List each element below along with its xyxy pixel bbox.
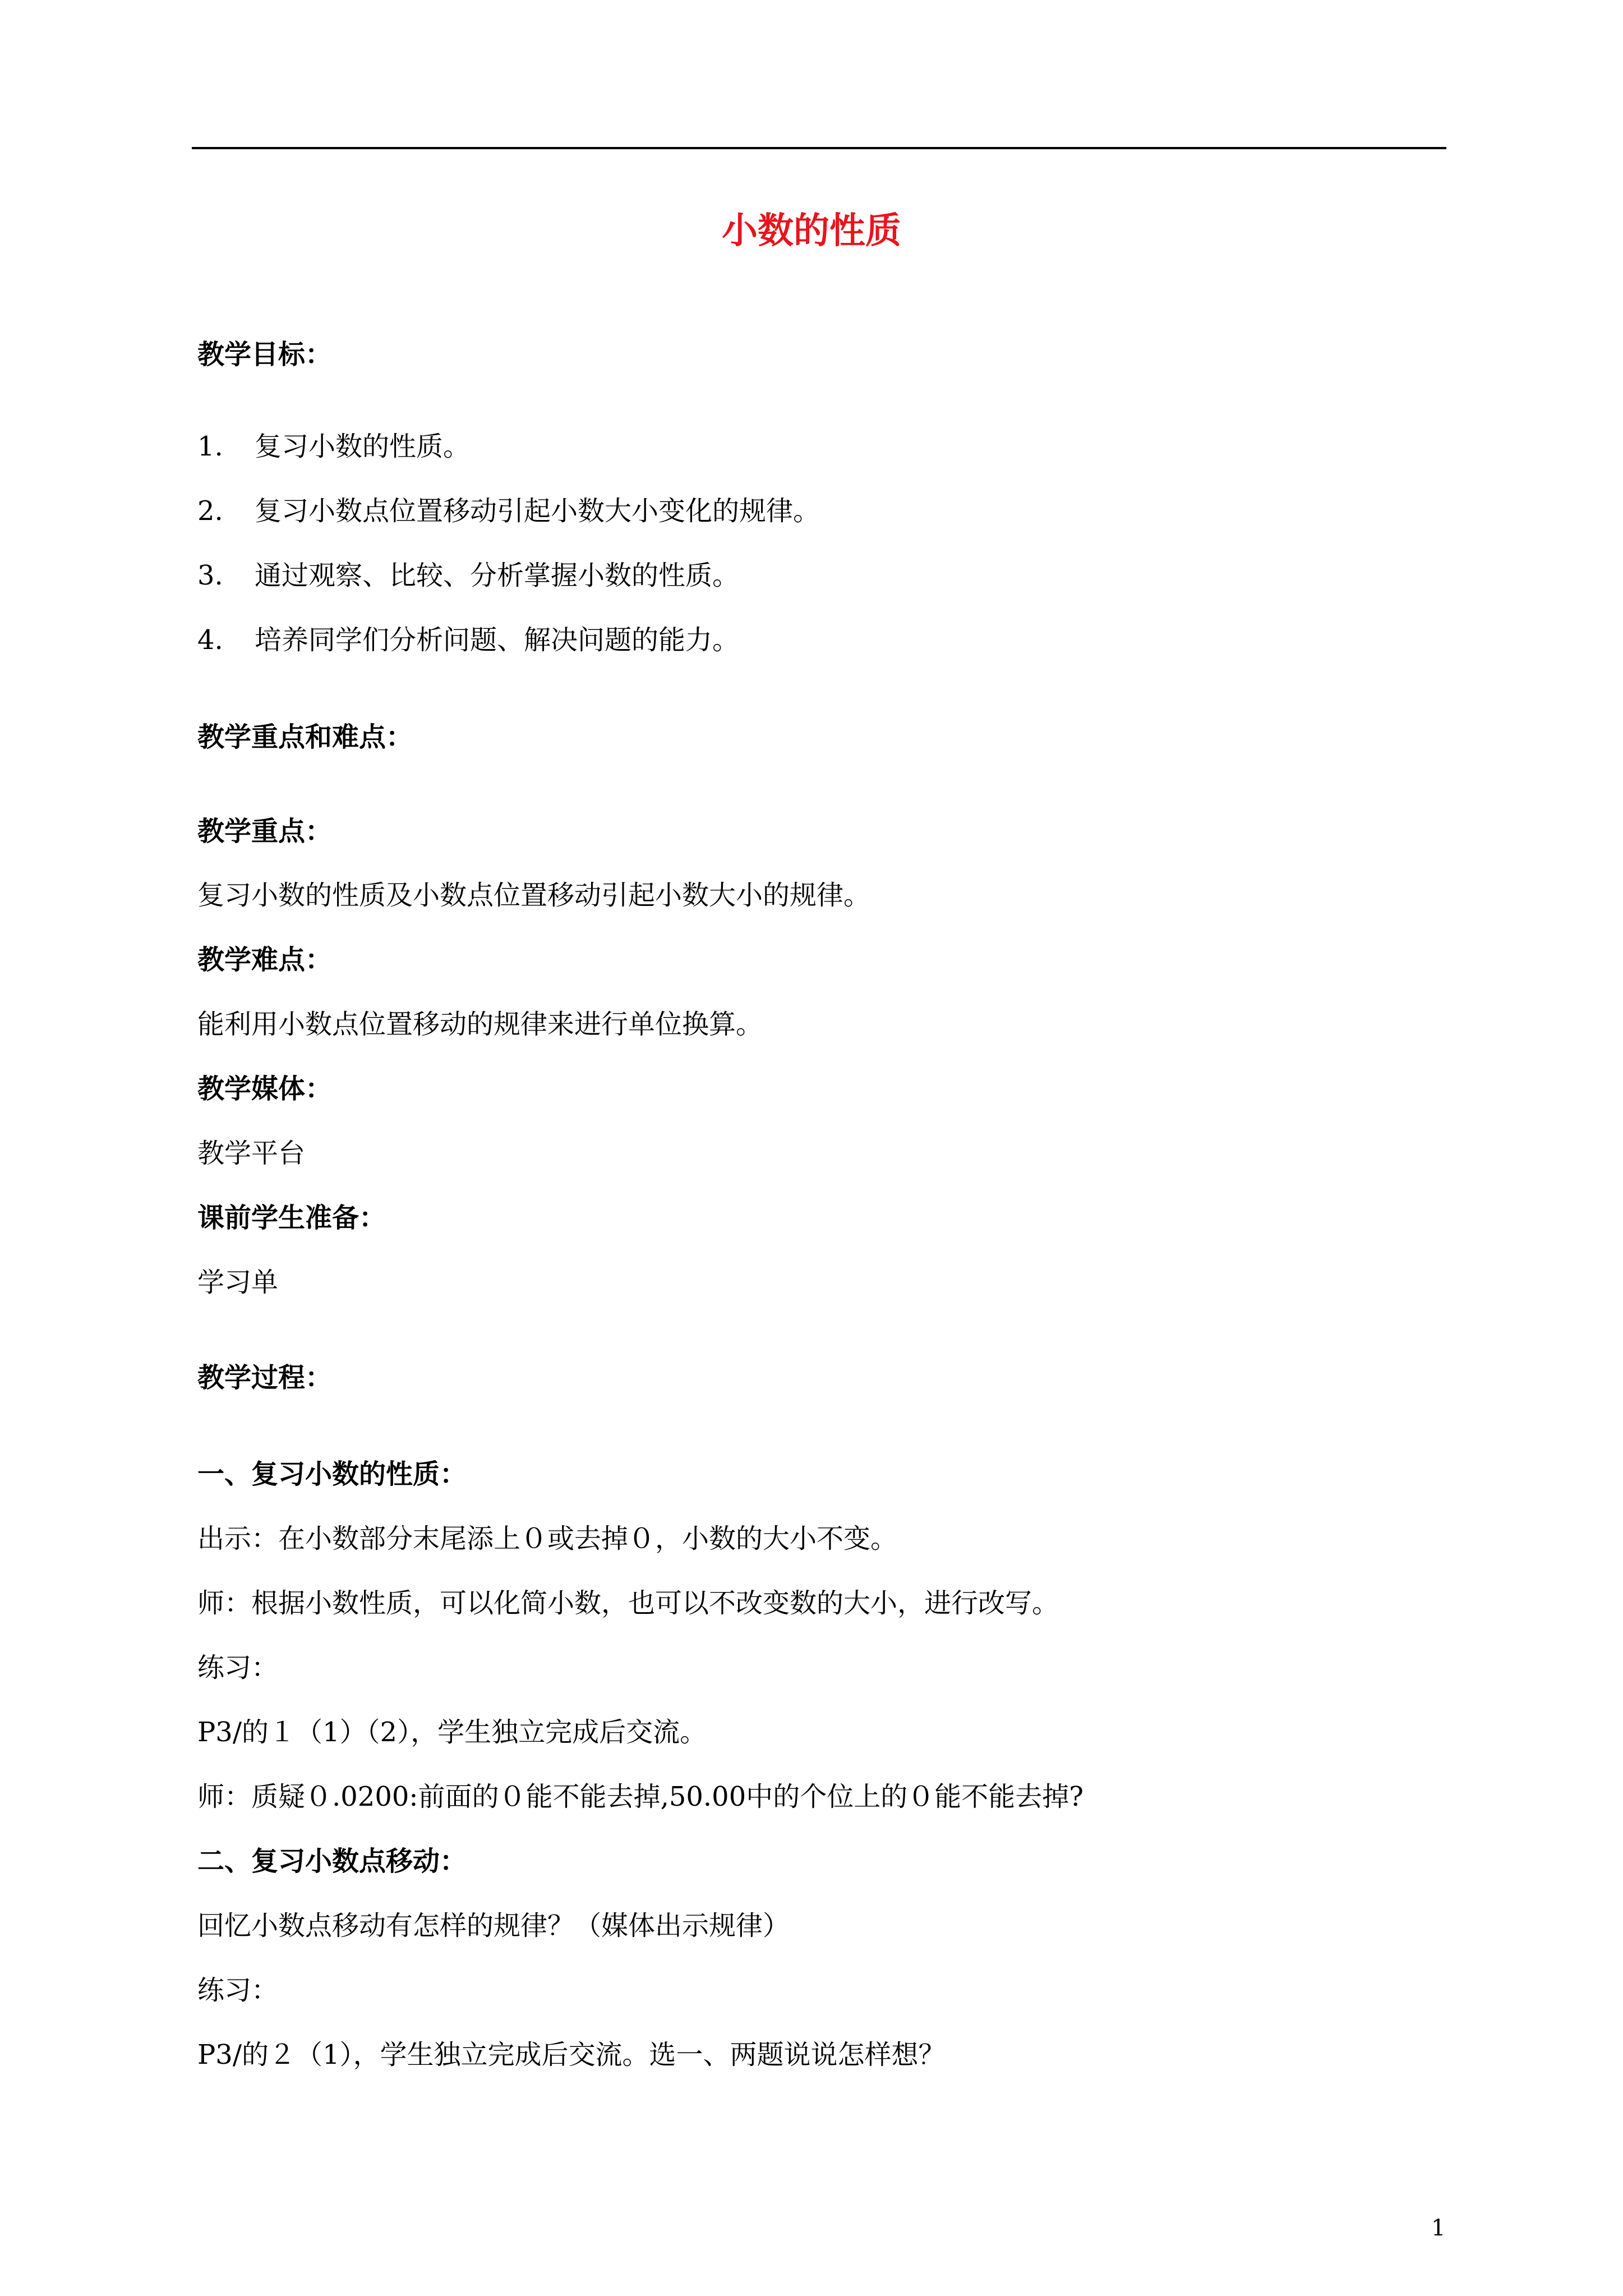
section2-heading: 二、复习小数点移动： (197, 1846, 467, 1877)
goal-number: 4. (197, 624, 223, 656)
section1-line: 师：根据小数性质，可以化简小数，也可以不改变数的大小，进行改写。 (197, 1588, 1059, 1619)
goal-text: 通过观察、比较、分析掌握小数的性质。 (255, 560, 740, 591)
goal-text: 培养同学们分析问题、解决问题的能力。 (255, 624, 740, 656)
difficulty-heading: 教学难点： (197, 944, 333, 976)
section2-line: 练习： (197, 1975, 279, 2006)
page-number: 1 (1431, 2215, 1446, 2241)
focus-text: 复习小数的性质及小数点位置移动引起小数大小的规律。 (197, 880, 871, 911)
goal-item (197, 433, 470, 460)
section1-line: 出示：在小数部分末尾添上０或去掉０，小数的大小不变。 (197, 1523, 898, 1554)
goal-text: 复习小数的性质。 (255, 431, 471, 462)
goal-item (197, 562, 739, 589)
goal-number: 3. (197, 560, 223, 591)
section1-line: P3/的１（1）（2），学生独立完成后交流。 (197, 1717, 707, 1748)
header-rule (192, 147, 1446, 149)
media-heading: 教学媒体： (197, 1073, 333, 1105)
focus-heading: 教学重点： (197, 816, 333, 847)
goals-heading: 教学目标： (197, 339, 333, 370)
process-heading: 教学过程： (197, 1362, 333, 1393)
prep-heading: 课前学生准备： (197, 1202, 386, 1234)
goal-item (197, 624, 740, 656)
document-title: 小数的性质 (722, 210, 901, 252)
section2-line: P3/的２（1），学生独立完成后交流。选一、两题说说怎样想？ (197, 2039, 946, 2070)
goal-number: 2. (197, 495, 223, 527)
section1-line: 师：质疑０.0200:前面的０能不能去掉,50.00中的个位上的０能不能去掉? (197, 1781, 1083, 1812)
difficulty-text: 能利用小数点位置移动的规律来进行单位换算。 (197, 1009, 763, 1040)
section1-heading: 一、复习小数的性质： (197, 1458, 467, 1490)
goal-number: 1. (197, 431, 223, 462)
section2-line: 回忆小数点移动有怎样的规律？（媒体出示规律） (197, 1910, 790, 1941)
prep-text: 学习单 (197, 1267, 279, 1298)
media-text: 教学平台 (197, 1138, 306, 1169)
section1-line: 练习： (197, 1652, 279, 1683)
goal-item (197, 495, 820, 527)
goal-text: 复习小数点位置移动引起小数大小变化的规律。 (255, 495, 820, 527)
key-points-heading: 教学重点和难点： (197, 721, 413, 753)
